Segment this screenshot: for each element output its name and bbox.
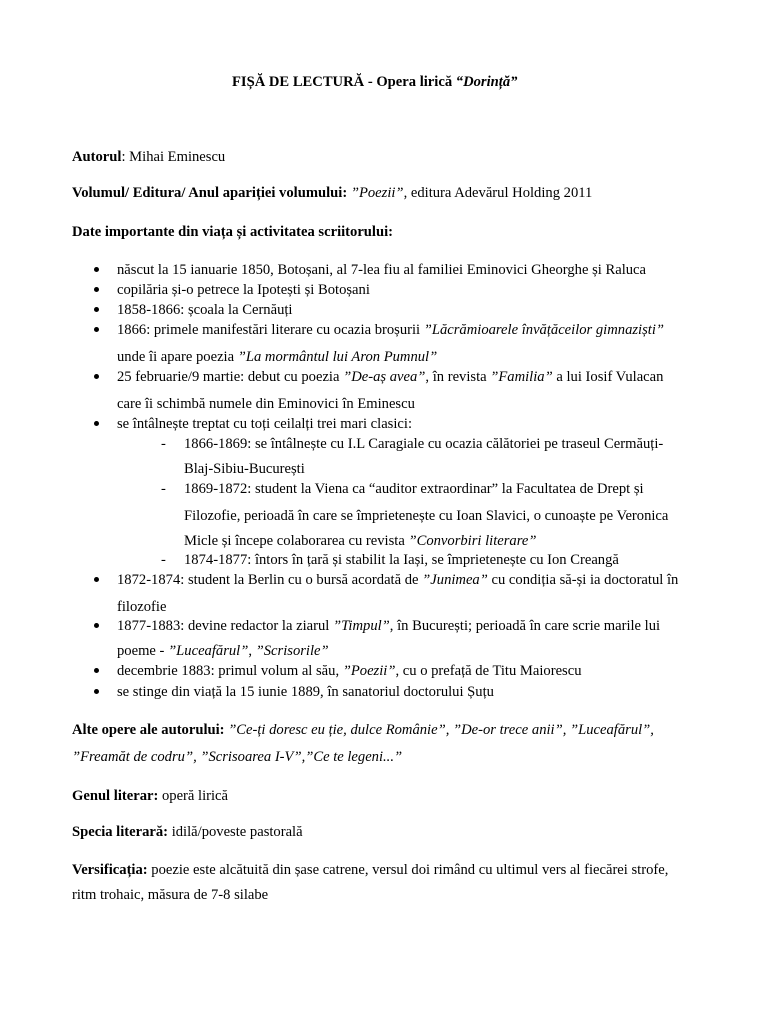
life-item <box>117 617 660 635</box>
item-text: decembrie 1883: primul volum al său, <box>117 663 343 679</box>
other-works-continuation: ”Freamăt de codru”, ”Scrisoarea I-V”,”Ce te legeni...” <box>72 749 403 765</box>
item-italic: ”Junimea” <box>422 572 488 588</box>
sub-item: 1869-1872: student la Viena ca “auditor extraordinar” la Facultatea de Drept și <box>184 481 644 497</box>
item-text: 1872-1874: student la Berlin cu o bursă acordată de <box>117 572 423 588</box>
species-line <box>72 823 303 841</box>
volume-line <box>72 184 592 202</box>
item-italic: ”Luceafărul” <box>168 643 249 659</box>
other-works-list: ”Ce-ți doresc eu ție, dulce Românie”, ”De-or trece anii”, ”Luceafărul”, <box>224 722 654 738</box>
other-works-line <box>72 721 654 739</box>
life-item: născut la 15 ianuarie 1850, Botoșani, al 7-lea fiu al familiei Eminovici Gheorghe și Raluca <box>117 262 647 278</box>
sub-item-continuation: Filozofie, perioadă în care se împrietenește cu Ioan Slavici, o cunoaște pe Veronica <box>184 508 669 524</box>
life-item-continuation <box>117 642 329 660</box>
sub-item-continuation: Blaj-Sibiu-București <box>184 461 305 477</box>
other-works-label: Alte opere ale autorului: <box>72 722 225 738</box>
genre-label: Genul literar: <box>72 788 159 804</box>
bullet-icon <box>94 668 99 673</box>
item-text: a lui Iosif Vulacan <box>552 369 664 385</box>
item-text: Micle și începe colaborarea cu revista <box>184 533 409 549</box>
author-value: Mihai Eminescu <box>129 149 226 165</box>
life-item-continuation <box>117 348 437 366</box>
life-item <box>117 662 582 680</box>
item-text: 25 februarie/9 martie: debut cu poezia <box>117 369 344 385</box>
species-value: idilă/poveste pastorală <box>168 824 303 840</box>
sub-item-continuation <box>184 532 536 550</box>
versification-label: Versificația: <box>72 862 148 878</box>
life-item <box>117 368 663 386</box>
bullet-icon <box>94 577 99 582</box>
item-italic: ”De-aș avea” <box>343 369 426 385</box>
dash-icon: - <box>161 481 166 497</box>
bullet-icon <box>94 421 99 426</box>
life-item: se stinge din viață la 15 iunie 1889, în sanatoriul doctorului Șuțu <box>117 684 494 700</box>
item-italic: ”Convorbiri literare” <box>408 533 537 549</box>
versification-continuation: ritm trohaic, măsura de 7-8 silabe <box>72 887 269 903</box>
page-title <box>232 73 517 91</box>
bullet-icon <box>94 287 99 292</box>
item-italic: ”Scrisorile” <box>255 643 329 659</box>
item-text: , <box>248 643 256 659</box>
bullet-icon <box>94 374 99 379</box>
life-item: 1858-1866: școala la Cernăuți <box>117 302 293 318</box>
item-italic: ”Poezii” <box>342 663 396 679</box>
dash-icon: - <box>161 436 166 452</box>
item-text: cu condiția să-și ia doctoratul în <box>487 572 679 588</box>
dash-icon: - <box>161 552 166 568</box>
genre-line <box>72 787 228 805</box>
life-item <box>117 571 678 589</box>
versification-line <box>72 861 668 879</box>
item-italic: ”Familia” <box>490 369 553 385</box>
bullet-icon <box>94 327 99 332</box>
bullet-icon <box>94 689 99 694</box>
life-item <box>117 321 664 339</box>
genre-value: operă lirică <box>158 788 229 804</box>
volume-rest: , editura Adevărul Holding 2011 <box>403 185 593 201</box>
item-text: , în revista <box>425 369 491 385</box>
life-heading: Date importante din viața și activitatea scriitorului: <box>72 224 394 240</box>
item-text: 1877-1883: devine redactor la ziarul <box>117 618 333 634</box>
item-italic: ”La mormântul lui Aron Pumnul” <box>237 349 438 365</box>
item-text: unde îi apare poezia <box>117 349 238 365</box>
item-text: , cu o prefață de Titu Maiorescu <box>395 663 582 679</box>
life-item: copilăria și-o petrece la Ipotești și Botoșani <box>117 282 370 298</box>
bullet-icon <box>94 267 99 272</box>
sub-item: 1866-1869: se întâlnește cu I.L Caragiale cu ocazia călătoriei pe traseul Cermăuți- <box>184 436 664 452</box>
species-label: Specia literară: <box>72 824 169 840</box>
author-line <box>72 148 225 166</box>
item-italic: ”Timpul” <box>333 618 390 634</box>
author-separator: : <box>121 149 130 165</box>
sub-item: 1874-1877: întors în țară și stabilit la Iași, se împrietenește cu Ion Creangă <box>184 552 619 568</box>
item-text: 1866: primele manifestări literare cu ocazia broșurii <box>117 322 424 338</box>
volume-label: Volumul/ Editura/ Anul apariției volumului: <box>72 185 348 201</box>
bullet-icon <box>94 307 99 312</box>
life-item-continuation: filozofie <box>117 599 167 615</box>
versification-value: poezie este alcătuită din șase catrene, versul doi rimând cu ultimul vers al fiecărei strofe, <box>147 862 669 878</box>
item-italic: ”Lăcrămioarele învățăceilor gimnaziști” <box>423 322 665 338</box>
item-text: , în București; perioadă în care scrie marile lui <box>389 618 661 634</box>
bullet-icon <box>94 623 99 628</box>
volume-title: ”Poezii” <box>350 185 404 201</box>
life-item: se întâlnește treptat cu toți ceilalți trei mari clasici: <box>117 416 413 432</box>
title-work: “Dorință” <box>455 74 518 90</box>
life-item-continuation: care îi schimbă numele din Eminovici în Eminescu <box>117 396 415 412</box>
item-text: poeme - <box>117 643 169 659</box>
author-label: Autorul <box>72 149 122 165</box>
title-prefix: FIȘĂ DE LECTURĂ - Opera lirică <box>232 74 456 90</box>
